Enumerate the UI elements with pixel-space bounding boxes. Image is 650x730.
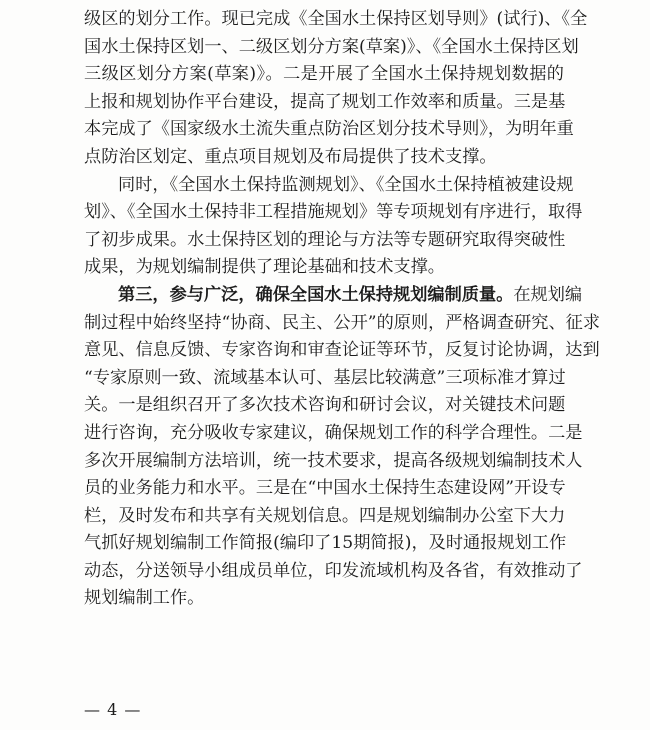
text-line: 了初步成果。水土保持区划的理论与方法等专题研究取得突破性: [84, 229, 566, 250]
text-line: 三级区划分方案(草案)》。二是开展了全国水土保持规划数据的: [84, 64, 564, 85]
text-line: 栏，及时发布和共享有关规划信息。四是规划编制办公室下大力: [84, 505, 566, 526]
body-text: [84, 6, 601, 613]
text-line: 划》、《全国水土保持非工程措施规划》等专项规划有序进行，取得: [84, 202, 583, 223]
text-line: 多次开展编制方法培训，统一技术要求，提高各级规划编制技术人: [84, 450, 583, 471]
text-line: 上报和规划协作平台建设，提高了规划工作效率和质量。三是基: [84, 91, 566, 112]
heading-continuation: 在规划编: [513, 284, 583, 305]
text-line: 点防治区划定、重点项目规划及布局提供了技术支撑。: [84, 146, 497, 167]
text-line: 意见、信息反馈、专家咨询和审查论证等环节，反复讨论协调，达到: [84, 340, 600, 361]
text-line: 关。一是组织召开了多次技术咨询和研讨会议，对关键技术问题: [84, 395, 566, 416]
page-number: — 4 —: [84, 700, 142, 719]
text-line: 成果，为规划编制提供了理论基础和技术支撑。: [84, 257, 445, 278]
text-line: 本完成了《国家级水土流失重点防治区划分技术导则》，为明年重: [84, 119, 574, 140]
text-line: 制过程中始终坚持“协商、民主、公开”的原则，严格调查研究、征求: [84, 312, 601, 333]
paragraph-start-line: [84, 282, 583, 310]
text-line: 级区的划分工作。现已完成《全国水土保持区划导则》(试行)、《全: [84, 9, 588, 29]
text-line: 进行咨询，充分吸收专家建议，确保规划工作的科学合理性。二是: [84, 422, 583, 443]
text-line: 规划编制工作。: [84, 588, 205, 609]
text-line: 动态，分送领导小组成员单位，印发流域机构及各省，有效推动了: [84, 560, 583, 581]
text-line: “专家原则一致、流域基本认可、基层比较满意”三项标准才算过: [84, 367, 566, 388]
text-line: 气抓好规划编制工作简报(编印了15期简报)，及时通报规划工作: [84, 533, 567, 554]
text-line: 国水土保持区划一、二级区划分方案(草案)》、《全国水土保持区划: [84, 36, 579, 57]
section-heading: 第三，参与广泛，确保全国水土保持规划编制质量。: [118, 284, 514, 305]
paragraph-start-line: 同时，《全国水土保持监测规划》、《全国水土保持植被建设规: [118, 174, 574, 195]
text-line: 员的业务能力和水平。三是在“中国水土保持生态建设网”开设专: [84, 478, 566, 499]
